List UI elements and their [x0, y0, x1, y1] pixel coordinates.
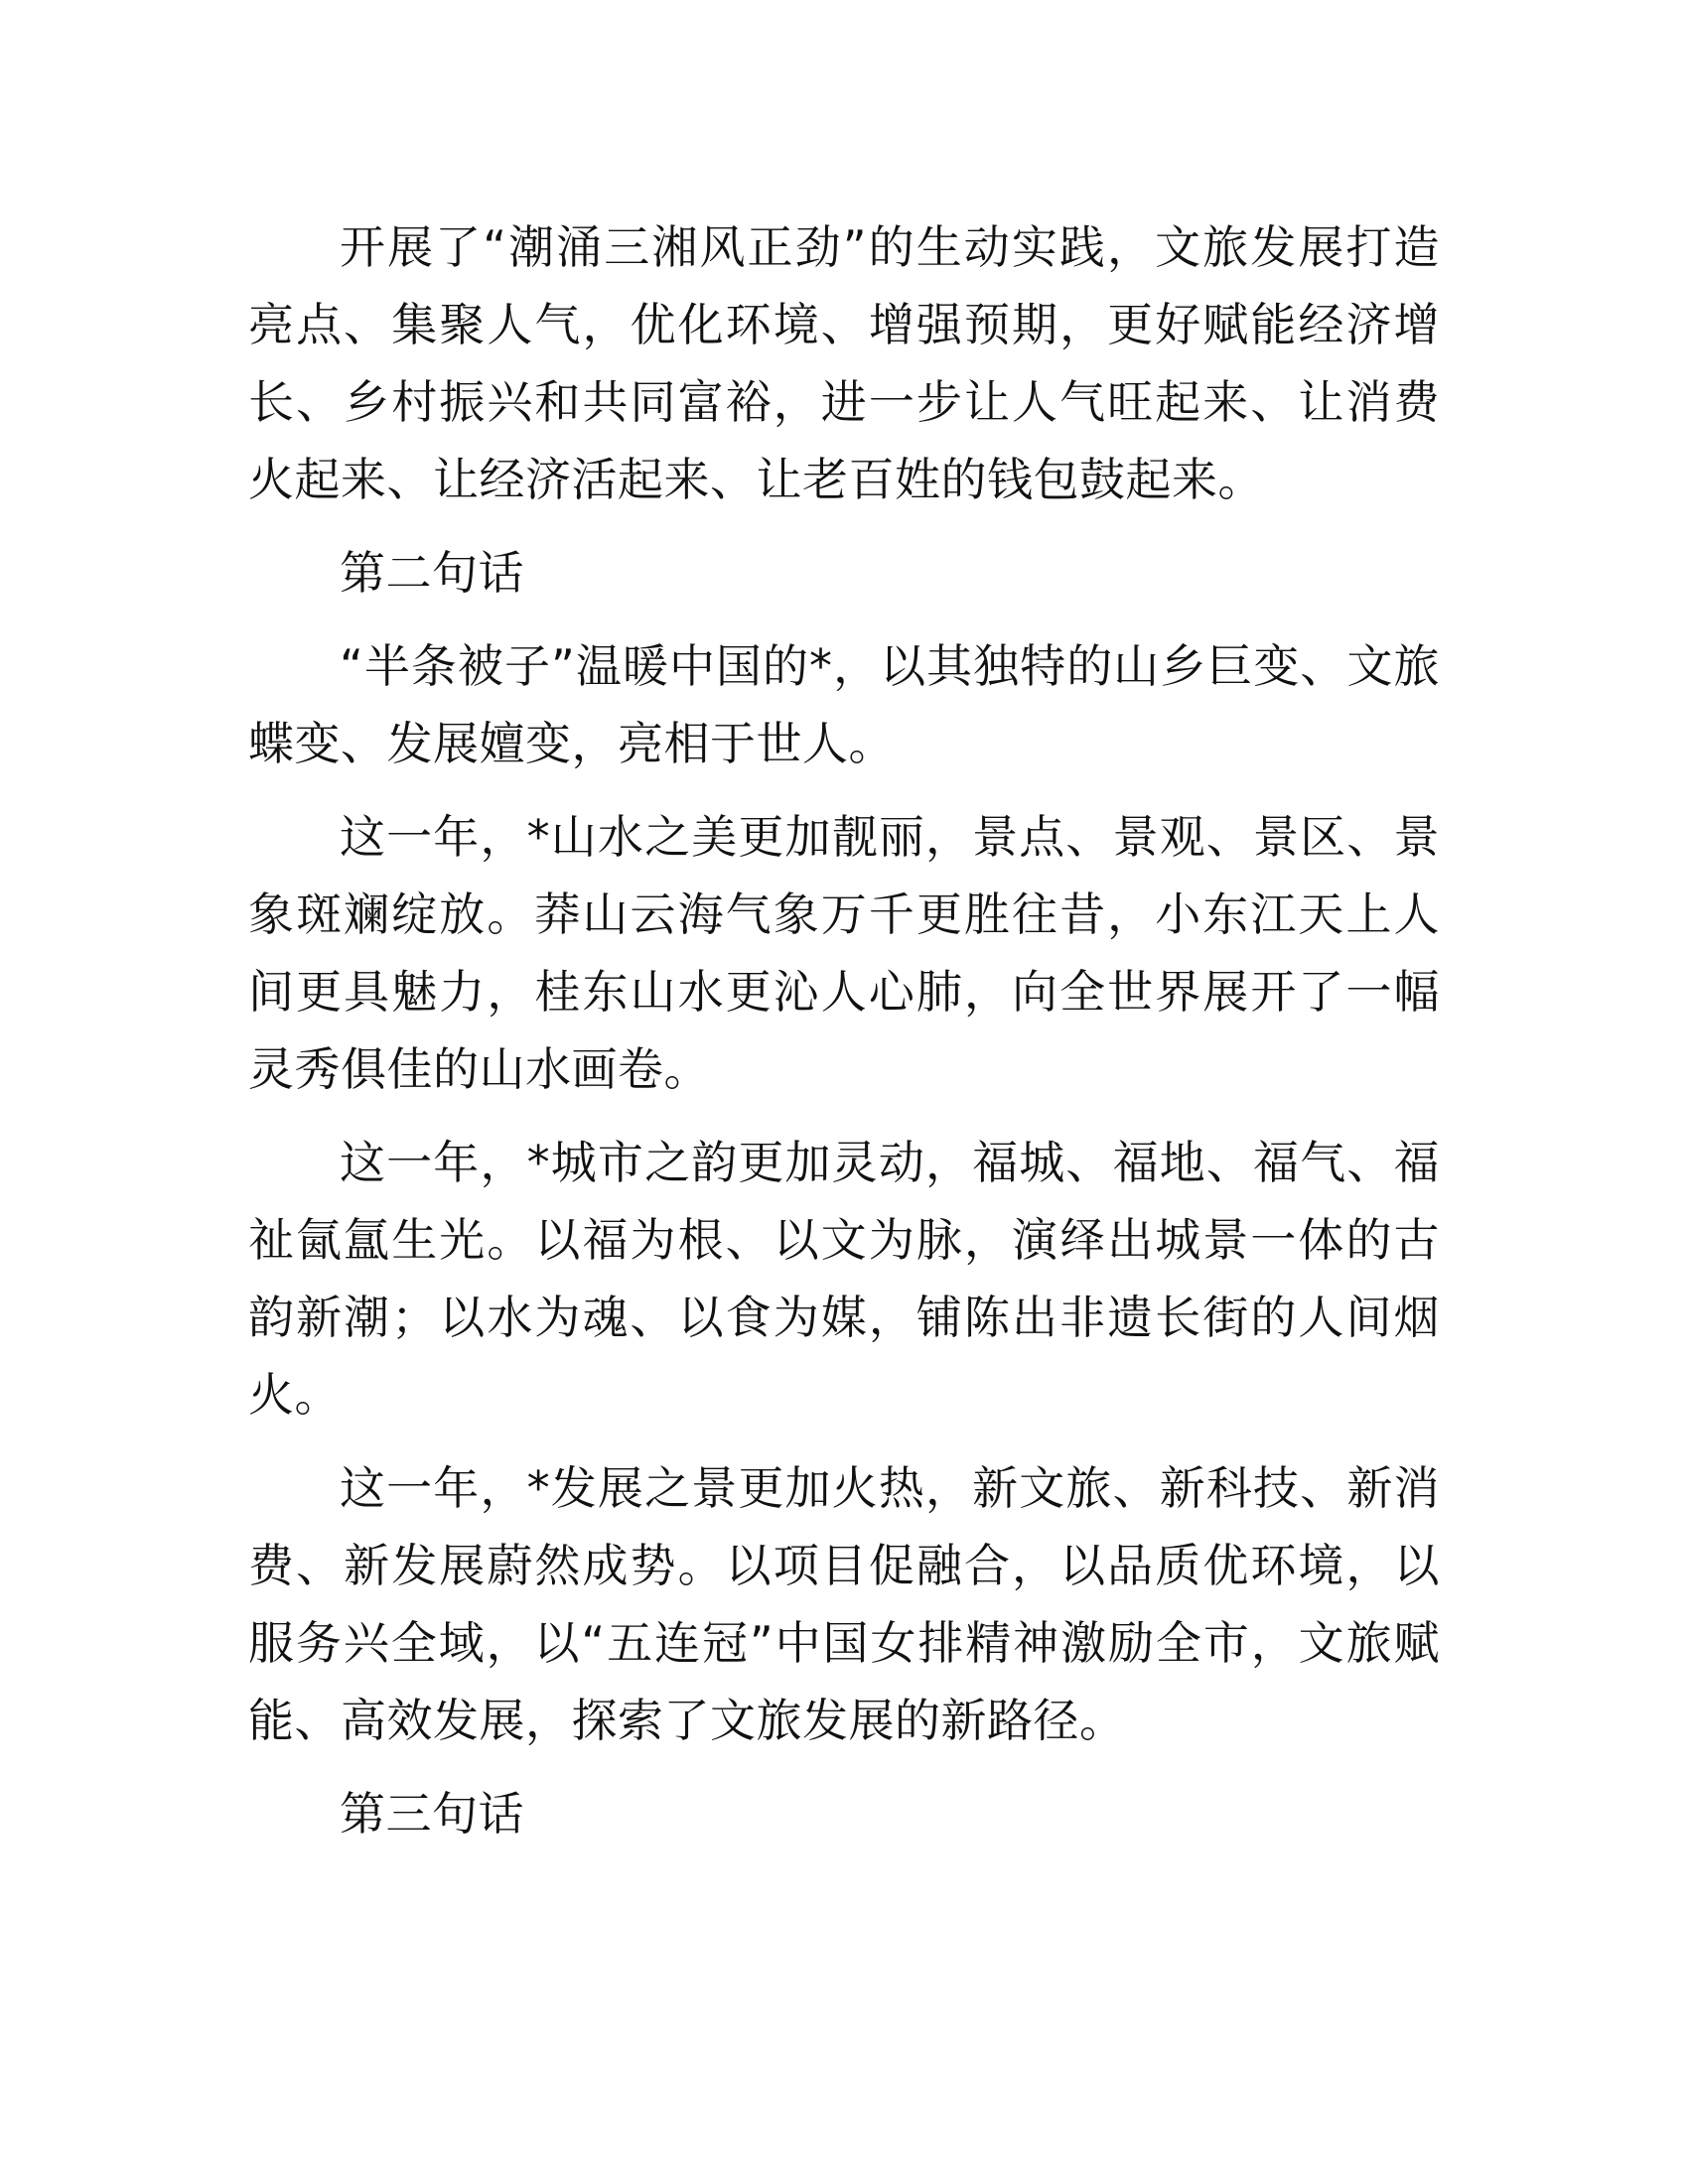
- paragraph-development-scene: 这一年，*发展之景更加火热，新文旅、新科技、新消费、新发展蔚然成势。以项目促融合，以品质优环境，以服务兴全域，以“五连冠”中国女排精神激励全市，文旅赋能、高效发展，探索了文旅发展的新路径。: [248, 1461, 1440, 1747]
- paragraph-landscape-beauty: 这一年，*山水之美更加靓丽，景点、景观、景区、景象斑斓绽放。莽山云海气象万千更胜往昔，小东江天上人间更具魅力，桂东山水更沁人心肺，向全世界展开了一幅灵秀俱佳的山水画卷。: [248, 810, 1440, 1096]
- document-body: [248, 208, 1440, 1868]
- section-heading-second: 第二句话: [340, 546, 524, 600]
- paragraph-tourism-practice: 开展了“潮涌三湘风正劲”的生动实践，文旅发展打造亮点、集聚人气，优化环境、增强预期，更好赋能经济增长、乡村振兴和共同富裕，进一步让人气旺起来、让消费火起来、让经济活起来、让老百姓的钱包鼓起来。: [248, 220, 1440, 506]
- section-heading-third: 第三句话: [340, 1787, 524, 1841]
- paragraph-half-quilt: “半条被子”温暖中国的*，以其独特的山乡巨变、文旅蝶变、发展嬗变，亮相于世人。: [248, 639, 1440, 770]
- paragraph-city-charm: 这一年，*城市之韵更加灵动，福城、福地、福气、福祉氤氲生光。以福为根、以文为脉，演绎出城景一体的古韵新潮；以水为魂、以食为媒，铺陈出非遗长街的人间烟火。: [248, 1136, 1440, 1422]
